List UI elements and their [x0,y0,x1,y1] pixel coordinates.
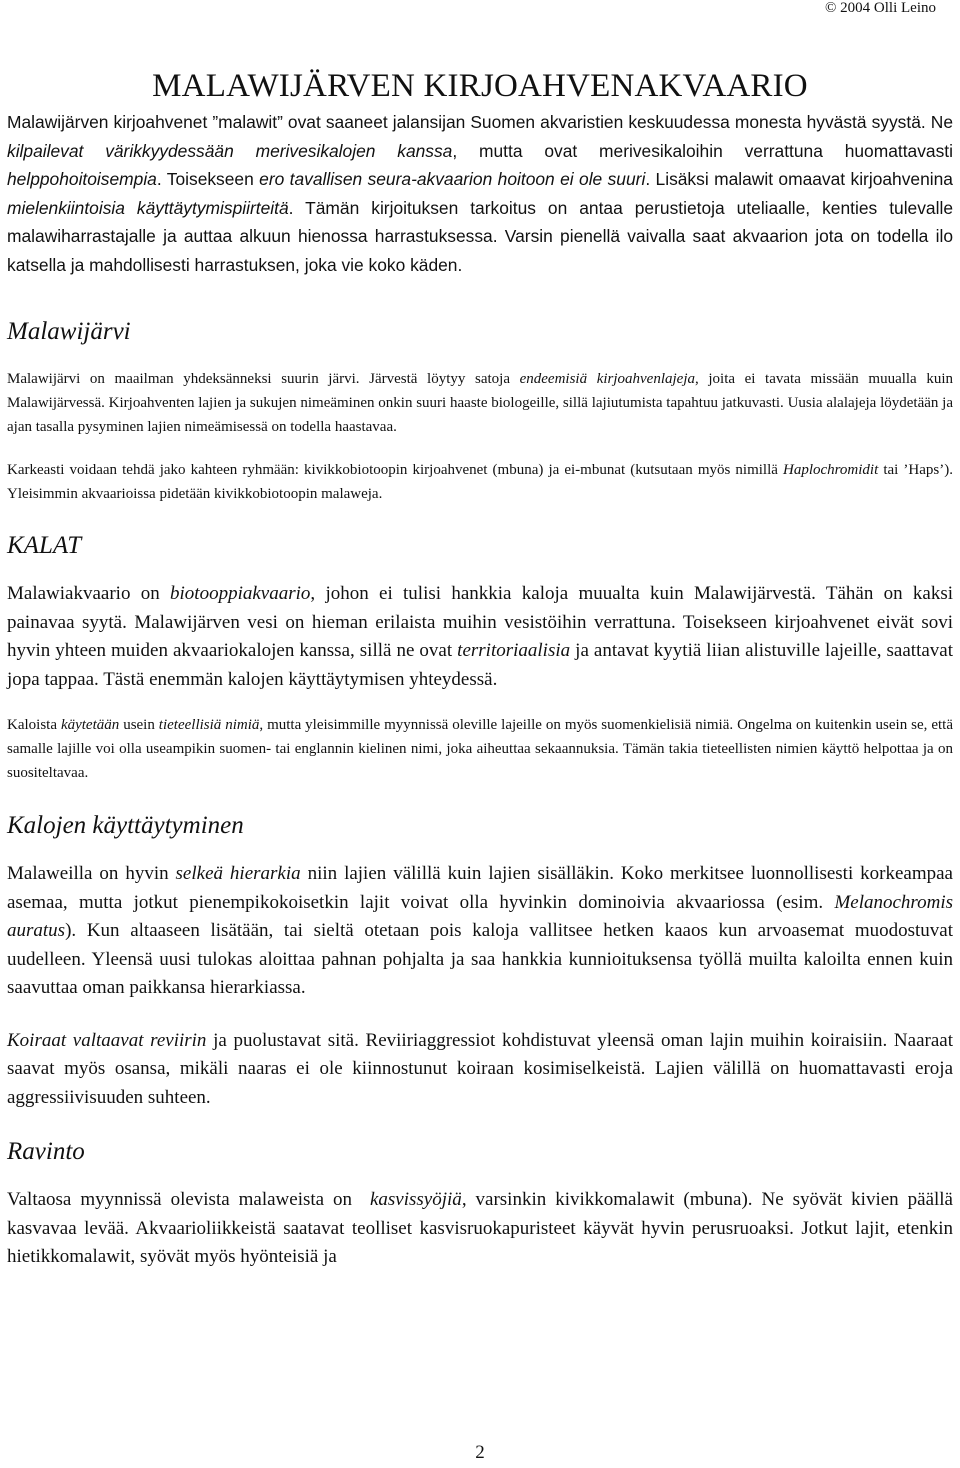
kalat-paragraph-1: Malawiakvaario on biotooppiakvaario, johon ei tulisi hankkia kaloja muualta kuin Malawijärvestä. Tähän on kaksi painavaa syytä. Malawijärven vesi on hieman erilaista muihin vesistöihin verrattuna. Toisekseen kirjoahvenet eivät sovi hyvin yhteen muiden akvaariokalojen kanssa, sillä ne ovat territoriaalisia ja antavat kyytiä liian alistuville lajeille, saattavat jopa tappaa. Tästä enemmän kalojen käyttäytymisen yhteydessä. [7,583,953,690]
section-heading-malawijarvi: Malawijärvi [7,318,131,345]
kayttaytyminen-paragraph-1: Malaweilla on hyvin selkeä hierarkia niin lajien välillä kuin lajien sisälläkin. Koko merkitsee luonnollisesti korkeampaa asemaa, mutta jotkut pienempikokoisetkin lajit voivat olla hyvinkin dominoivia akvaariossa (esim. Melanochromis auratus). Kun altaaseen lisätään, tai sieltä otetaan pois kaloja vallitsee hetken kaaos kun arvoasemat muodostuvat uudelleen. Yleensä uusi tulokas aloittaa pahnan pohjalta ja saa hankkia kunnioituksensa työllä muilta kaloilta ennen kuin saavuttaa oman paikkansa hierarkiassa. [7,863,953,998]
section-heading-kayttaytyminen: Kalojen käyttäytyminen [7,812,244,839]
page-title: MALAWIJÄRVEN KIRJOAHVENAKVAARIO [152,68,808,105]
ravinto-paragraph-1: Valtaosa myynnissä olevista malaweista on kasvissyöjiä, varsinkin kivikkomalawit (mbuna). Ne syövät kivien päällä kasvavaa levää. Akvaarioliikkeistä saatavat teolliset kasvisruokapuristeet käyvät hyvin perusruoaksi. Jotkut lajit, etenkin hietikkomalawit, syövät myös hyönteisiä ja [7,1189,958,1267]
section-heading-ravinto: Ravinto [7,1138,85,1165]
malawijarvi-paragraph-1: Malawijärvi on maailman yhdeksänneksi suurin järvi. Järvestä löytyy satoja endeemisiä kirjoahvenlajeja, joita ei tavata missään muualla kuin Malawijärvessä. Kirjoahventen lajien ja sukujen nimeäminen onkin suuri haaste biologeille, sillä lajiutumista tapahtuu jatkuvasti. Uusia alalajeja löydetään ja ajan tasalla pysyminen lajien nimeämisessä on todella haastavaa. [7,371,953,435]
section-heading-kalat: KALAT [7,532,82,559]
intro-paragraph: Malawijärven kirjoahvenet ”malawit” ovat saaneet jalansijan Suomen akvaristien keskuudessa monesta hyvästä syystä. Ne kilpailevat värikkyydessään merivesikalojen kanssa, mutta ovat merivesikaloihin verrattuna huomattavasti helppohoitoisempia. Toisekseen ero tavallisen seura-akvaarion hoitoon ei ole suuri. Lisäksi malawit omaavat kirjoahvenina mielenkiintoisia käyttäytymispiirteitä. Tämän kirjoituksen tarkoitus on antaa perustietoja uteliaalle, kenties tulevalle malawiharrastajalle ja auttaa alkuun hienossa harrastuksessa. Varsin pienellä vaivalla saat akvaarion jota on todella ilo katsella ja mahdollisesti harrastuksen, joka vie koko käden. [7,112,953,275]
kalat-paragraph-2: Kaloista käytetään usein tieteellisiä nimiä, mutta yleisimmille myynnissä oleville lajeille on myös suomenkielisiä nimiä. Ongelma on kuitenkin usein se, että samalle lajille voi olla useampikin suomen- tai englannin kielinen nimi, joka aiheuttaa sekaannuksia. Tämän takia tieteellisten nimien käyttö helpottaa ja on suositeltavaa. [7,717,953,781]
malawijarvi-paragraph-2: Karkeasti voidaan tehdä jako kahteen ryhmään: kivikkobiotoopin kirjoahvenet (mbuna) ja ei-mbunat (kutsutaan myös nimillä Haplochromidit tai ’Haps’). Yleisimmin akvaarioissa pidetään kivikkobiotoopin malaweja. [7,462,953,502]
document-body [7,108,958,1272]
copyright-notice: © 2004 Olli Leino [825,0,936,16]
kayttaytyminen-paragraph-2: Koiraat valtaavat reviirin ja puolustavat sitä. Reviiriaggressiot kohdistuvat yleensä oman lajin muihin koiraisiin. Naaraat saavat myös osansa, mikäli naaras ei ole kiinnostunut koiraan kosimiselkeistä. Lajien välillä on huomattavasti eroja aggressiivisuuden suhteen. [7,1029,953,1108]
page-number: 2 [475,1442,485,1463]
